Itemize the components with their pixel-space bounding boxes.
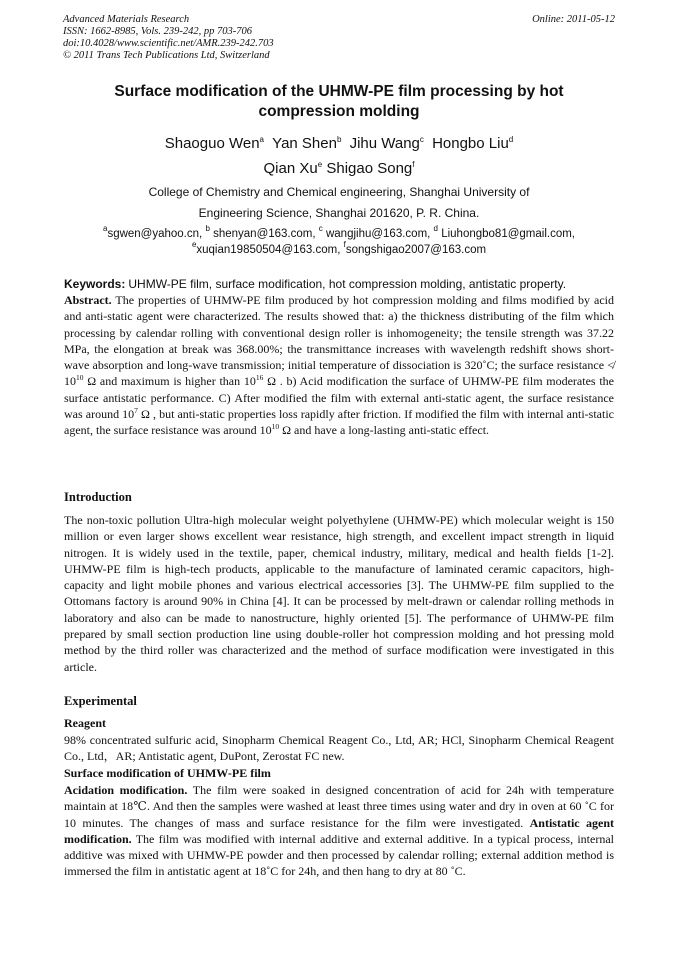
abstract-label: Abstract.: [64, 293, 112, 307]
email-address: $^e$xuqian19850504@163.com,: [191, 240, 341, 256]
title-line-2: compression molding: [258, 103, 420, 120]
antistatic-label: Antistatic agent modification.: [64, 815, 614, 846]
keywords-text: UHMW-PE film, surface modification, hot compression molding, antistatic property.: [128, 277, 567, 291]
email-address: $^f$songshigao2007@163.com: [343, 240, 487, 256]
author-line-1: [60, 131, 618, 156]
subheading-surface-modification: Surface modification of UHMW-PE film: [64, 766, 271, 780]
email-line-1: [60, 226, 618, 242]
introduction-text: The non-toxic pollution Ultra-high molecular weight polyethylene (UHMW-PE) which molecular weight is 150 million or even larger shows excellent wear resistance, high strength, and excellent impact strength in liquid nitrogen. It is widely used in the textile, paper, chemical industry, military, medical and health fields [1-2]. UHMW-PE film is high-tech products, applicable to the manufacture of laminated ceramic capacitors, high-capacity and light mobile phones and various electrical accessories [3]. The UHMW-PE film supplied to the Ottomans factory is around 90% in China [4]. It can be processed by melt-drawn or calendar rolling methods in laboratory and also can be made to nanostructure, highly oriented [5]. The performance of UHMW-PE film prepared by small section production line using double-roller hot compression molding and hot pressing mold method by the third roller was characterized and the method of surface modification were investigated in this article.: [64, 513, 614, 674]
author: Yan Shen$^b$: [272, 135, 342, 152]
acidation-label: Acidation modification.: [64, 783, 188, 797]
author: Jihu Wang$^c$: [349, 135, 424, 152]
author: Shigao Song$^f$: [326, 160, 415, 177]
subheading-reagent: Reagent: [64, 716, 106, 730]
issn-line: ISSN: 1662-8985, Vols. 239-242, pp 703-706: [63, 26, 252, 37]
header-citation: [63, 14, 274, 62]
online-date: Online: 2011-05-12: [532, 14, 615, 25]
surface-modification-text: Acidation modification. The film were soaked in designed concentration of acid for 24h with temperature maintain at 18℃. And then the samples were washed at least three times using water and dry in oven at 60 ˚C for 10 minutes. The changes of mass and surface resistance for the film were investigated. Antistatic agent modification. The film was modified with internal additive and external additive. In a typical process, internal additive was mixed with UHMW-PE powder and then processed by calendar rolling; external addition method is immersed the film in antistatic agent at 18˚C for 24h, and then hang to dry at 80 ˚C.: [64, 783, 614, 879]
title-line-1: Surface modification of the UHMW-PE film processing by hot: [114, 83, 564, 100]
abstract: Abstract. The properties of UHMW-PE film produced by hot compression molding and films modified by acid and anti-static agent were characterized. The results showed that: a) the thickness distributing of the film which processing by calendar rolling with conventional design roller is inhomogeneity; the tensile strength was 37.22 MPa, the elongation at break was 368.00%; the transmittance increases with wavelength redshift shows short-wave absorption and long-wave transmission; initial temperature of dissociation is 320˚C; the surface resistance ≮ $10^{10}$ Ω and maximum is higher than $10^{16}$ Ω . b) Acid modification the surface of UHMW-PE film moderates the surface antistatic performance. C) After modified the film with external anti-static agent, the surface resistance was around $10^7$ Ω , but anti-static properties loss rapidly after friction. If modified the film with internal anti-static agent, the surface resistance was around $10^{10}$ Ω and have a long-lasting anti-static effect.: [64, 293, 614, 438]
affiliation: [60, 182, 618, 224]
section-heading-introduction: Introduction: [64, 490, 132, 504]
copyright-line: © 2011 Trans Tech Publications Ltd, Switzerland: [63, 50, 270, 61]
author-line-2: [60, 156, 618, 181]
keywords: [64, 276, 614, 292]
doi-line: doi:10.4028/www.scientific.net/AMR.239-242.703: [63, 38, 274, 49]
section-heading-experimental: Experimental: [64, 694, 137, 708]
author-list: [60, 131, 618, 181]
email-list: [60, 226, 618, 258]
affiliation-line-1: College of Chemistry and Chemical engineering, Shanghai University of: [148, 185, 530, 199]
email-address: $^b$ shenyan@163.com,: [205, 224, 316, 240]
reagent-text: 98% concentrated sulfuric acid, Sinopharm Chemical Reagent Co., Ltd, AR; HCl, Sinopharm Chemical Reagent Co., Ltd，AR; Antistatic agent, DuPont, Zerostat FC new.: [64, 733, 614, 764]
author: Qian Xu$^e$: [263, 160, 323, 177]
email-line-2: [60, 242, 618, 258]
paper-title: [80, 82, 598, 122]
affiliation-line-2: Engineering Science, Shanghai 201620, P. R. China.: [198, 206, 480, 220]
email-address: $^c$ wangjihu@163.com,: [318, 224, 431, 240]
author: Shaoguo Wen$^a$: [164, 135, 264, 152]
journal-name: Advanced Materials Research: [63, 14, 190, 25]
email-address: $^d$ Liuhongbo81@gmail.com,: [433, 224, 575, 240]
email-address: $^a$sgwen@yahoo.cn,: [102, 224, 203, 240]
author: Hongbo Liu$^d$: [432, 135, 514, 152]
keywords-label: Keywords:: [64, 277, 126, 291]
